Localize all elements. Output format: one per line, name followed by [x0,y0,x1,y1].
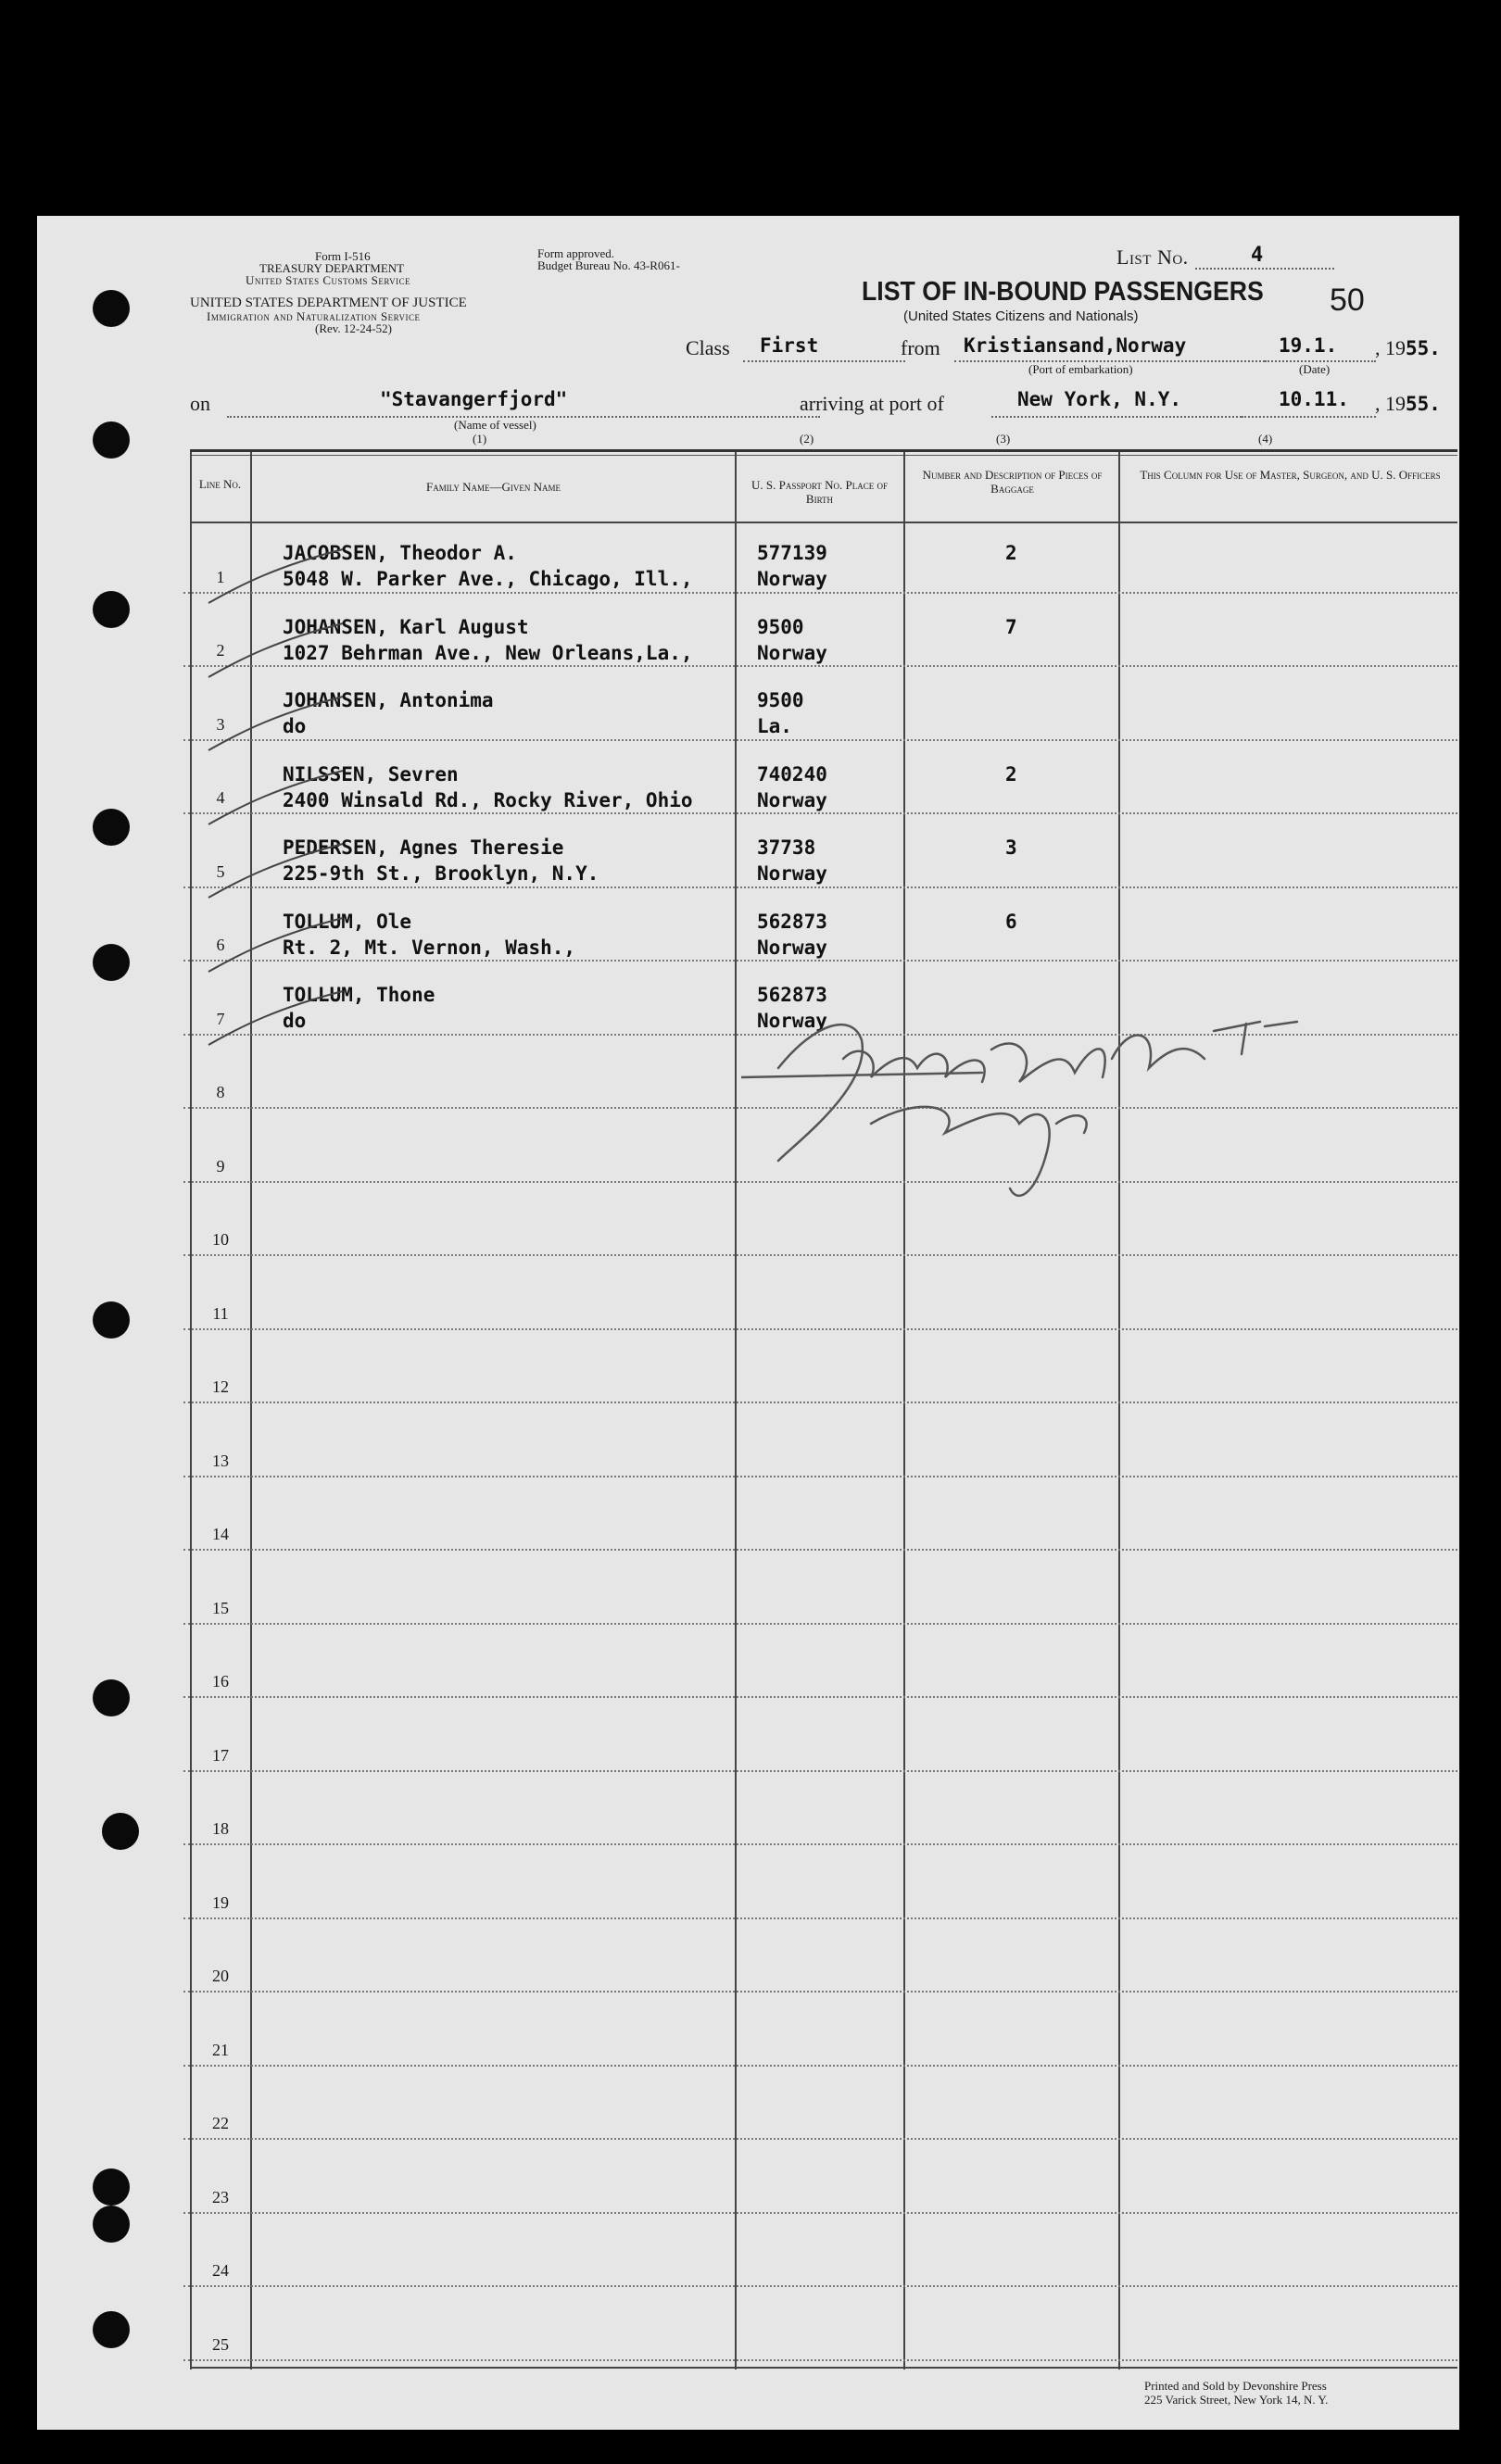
line-number: 25 [212,2334,229,2354]
port-caption: (Port of embarkation) [1028,362,1133,376]
row-rule [183,1549,1457,1551]
class-label: Class [686,336,730,359]
row-rule [183,1328,1457,1330]
punch-hole [102,1813,139,1850]
port-of-arrival: New York, N.Y. [1017,388,1182,410]
arrival-date: 10.11. [1279,388,1349,410]
row-rule [183,1623,1457,1625]
row-rule [183,2359,1457,2361]
line-number: 4 [216,788,225,807]
handwritten-signature [741,1003,1371,1226]
table-top-rule-2 [190,455,1457,456]
passenger-name-address-line-2: 5048 W. Parker Ave., Chicago, Ill., [283,568,693,590]
row-rule [183,1254,1457,1256]
header-name: Family Name—Given Name [426,480,561,494]
passport-birthplace-line-2: Norway [757,568,827,590]
vessel-field [227,388,820,418]
passenger-name-address-line-2: 1027 Behrman Ave., New Orleans,La., [283,641,693,664]
line-number: 22 [212,2114,229,2132]
punch-hole [93,944,130,981]
passport-birthplace-line-1: 562873 [757,984,827,1006]
form-approved: Form approved. [537,246,615,260]
passport-birthplace-line-2: Norway [757,862,827,885]
line-number: 12 [212,1377,229,1396]
row-rule [183,2138,1457,2140]
line-number: 21 [212,2040,229,2059]
arriving-label: arriving at port of [800,392,944,415]
passenger-name-address-line-2: do [283,1010,307,1032]
on-label: on [190,392,210,415]
printer-line-1: Printed and Sold by Devonshire Press [1144,2379,1327,2393]
check-mark [204,622,352,686]
row-rule [183,2212,1457,2214]
passenger-name-address-line-2: Rt. 2, Mt. Vernon, Wash., [283,936,576,959]
header-line-no: Line No. [198,477,242,491]
passport-birthplace [757,835,827,886]
punch-hole [93,1679,130,1716]
col-ref-1: (1) [473,432,487,446]
list-no-field [1195,244,1334,270]
passport-birthplace-line-1: 562873 [757,910,827,933]
row-rule [183,1843,1457,1845]
baggage-count [1005,835,1017,861]
passport-birthplace [757,909,827,961]
passport-birthplace-line-2: Norway [757,936,827,959]
baggage-count-line-1: 6 [1005,910,1017,933]
line-number: 18 [212,1819,229,1838]
embarkation-field [954,334,1265,362]
check-mark [204,695,352,760]
row-rule [183,1402,1457,1403]
list-no-label: List No. [1116,245,1189,269]
baggage-count-line-1: 7 [1005,615,1017,638]
punch-hole [93,2169,130,2206]
baggage-count [1005,761,1017,787]
date-caption: (Date) [1299,362,1331,376]
printer-line-2: 225 Varick Street, New York 14, N. Y. [1144,2393,1329,2407]
passenger-name-address-line-1: PEDERSEN, Agnes Theresie [283,836,564,859]
line-number: 15 [212,1598,229,1617]
baggage-count [1005,909,1017,935]
table-bottom-rule [190,2367,1457,2369]
line-number: 14 [212,1525,229,1543]
manifest-sheet [37,216,1459,2430]
passport-birthplace-line-1: 577139 [757,542,827,564]
ins-line: Immigration and Naturalization Service [207,309,421,323]
list-number: 4 [1251,244,1264,267]
line-number: 24 [212,2261,229,2280]
year-prefix: , 19 [1375,336,1406,359]
check-mark [204,842,352,907]
line-number: 9 [216,1156,225,1175]
punch-hole [93,809,130,846]
check-mark [204,769,352,834]
line-number: 5 [216,861,225,881]
line-number: 17 [212,1745,229,1765]
year-suffix: 55. [1406,337,1441,359]
line-number: 1 [216,567,225,586]
line-number: 19 [212,1892,229,1912]
departure-date-field [1265,334,1376,362]
row-rule [183,2285,1457,2287]
check-mark [204,989,352,1054]
header-passport: U. S. Passport No. Place of Birth [751,478,888,506]
col-ref-2: (2) [800,432,814,446]
passenger-name-address-line-1: JOHANSEN, Antonima [283,689,494,711]
port-of-embarkation: Kristiansand,Norway [964,334,1187,357]
col-ref-3: (3) [996,432,1011,446]
punch-hole [93,421,130,459]
passport-birthplace [757,614,827,666]
passport-birthplace [757,540,827,592]
document-title: LIST OF IN-BOUND PASSENGERS [862,277,1264,307]
year-prefix: , 19 [1375,392,1406,415]
passenger-name-address-line-1: TOLLUM, Ole [283,910,412,933]
punch-hole [93,290,130,327]
class-field [743,334,905,362]
department-line: TREASURY DEPARTMENT [259,261,405,275]
passenger-name-address-line-1: TOLLUM, Thone [283,984,435,1006]
col-ref-4: (4) [1258,432,1273,446]
line-number: 13 [212,1451,229,1470]
passenger-name-address-line-1: JOHANSEN, Karl August [283,615,529,638]
passport-birthplace-line-1: 37738 [757,836,816,859]
line-number: 10 [212,1230,229,1249]
table-top-rule [190,449,1457,452]
passenger-name-address-line-2: 225-9th St., Brooklyn, N.Y. [283,862,599,885]
passport-birthplace-line-2: La. [757,715,792,737]
row-rule [183,1991,1457,1993]
row-rule [183,1476,1457,1477]
passenger-name-address-line-2: 2400 Winsald Rd., Rocky River, Ohio [283,788,693,811]
row-rule [183,1917,1457,1919]
row-rule [183,1696,1457,1698]
passport-birthplace-line-2: Norway [757,641,827,664]
baggage-count [1005,540,1017,566]
baggage-count-line-1: 2 [1005,542,1017,564]
header-baggage: Number and Description of Pieces of Baggage [922,468,1103,496]
punch-hole [93,591,130,628]
line-number: 23 [212,2187,229,2206]
check-mark [204,547,352,612]
line-number: 20 [212,1967,229,1985]
passport-birthplace-line-1: 9500 [757,689,804,711]
header-officers: This Column for Use of Master, Surgeon, and U. S. Officers [1140,468,1441,482]
passenger-name-address-line-2: do [283,715,307,737]
row-rule [183,1770,1457,1772]
passport-birthplace [757,687,804,739]
line-number: 16 [212,1672,229,1691]
document-subtitle: (United States Citizens and Nationals) [903,308,1139,324]
justice-line: UNITED STATES DEPARTMENT OF JUSTICE [190,295,467,310]
line-number: 3 [216,714,225,734]
revision-line: (Rev. 12-24-52) [315,321,392,335]
baggage-count-line-1: 3 [1005,836,1017,859]
baggage-count-line-1: 2 [1005,762,1017,786]
passport-birthplace-line-1: 740240 [757,762,827,786]
line-number: 7 [216,1009,225,1028]
baggage-count [1005,614,1017,640]
departure-date: 19.1. [1279,334,1338,357]
passenger-name-address-line-1: NILSSEN, Sevren [283,762,459,786]
passport-birthplace-line-1: 9500 [757,615,804,638]
vessel-name: "Stavangerfjord" [380,388,568,410]
passport-birthplace-line-2: Norway [757,788,827,811]
year-2 [1375,392,1441,416]
year-1 [1375,336,1441,360]
line-number: 11 [212,1303,229,1323]
from-label: from [901,336,940,359]
passport-birthplace-line-2: Norway [757,1010,827,1032]
punch-hole [93,2206,130,2243]
year-suffix: 55. [1406,393,1441,415]
page-number: 50 [1330,283,1365,318]
arrival-port-field [991,388,1242,418]
line-number: 2 [216,641,225,660]
line-number: 6 [216,936,225,954]
arrival-date-field [1242,388,1376,418]
class-value: First [760,334,819,357]
header-bottom-rule [190,522,1457,523]
punch-hole [93,1301,130,1339]
customs-line: United States Customs Service [246,273,411,287]
budget-bureau: Budget Bureau No. 43-R061- [537,258,680,272]
row-rule [183,2065,1457,2067]
punch-hole [93,2311,130,2348]
form-number: Form I-516 [315,249,371,263]
passport-birthplace [757,761,827,813]
line-number: 8 [216,1083,225,1101]
passenger-name-address-line-1: JACOBSEN, Theodor A. [283,542,517,564]
vessel-caption: (Name of vessel) [454,418,536,432]
check-mark [204,916,352,981]
